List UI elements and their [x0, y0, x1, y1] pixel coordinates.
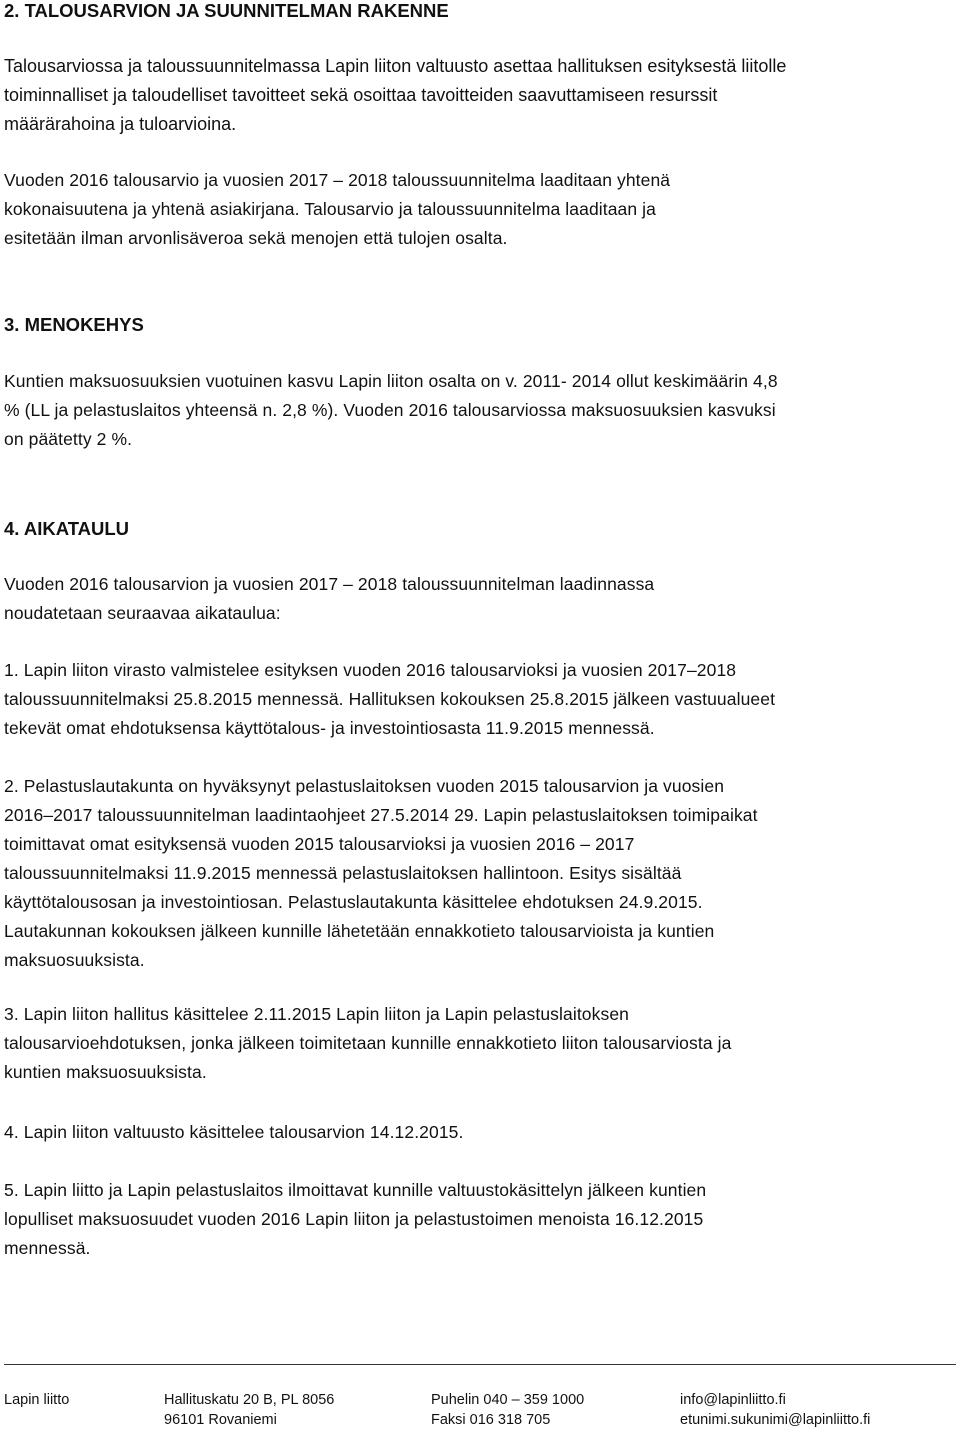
section-2-paragraph-1 — [4, 52, 956, 139]
text-line: käyttötalousosan ja investointiosan. Pelastuslautakunta käsittelee ehdotuksen 24.9.2015. — [4, 892, 703, 912]
text-line: 2. Pelastuslautakunta on hyväksynyt pelastuslaitoksen vuoden 2015 talousarvion ja vuosien — [4, 776, 725, 796]
text-line: maksuosuuksista. — [4, 950, 145, 970]
text-line: noudatetaan seuraavaa aikataulua: — [4, 603, 281, 623]
text-line: Lautakunnan kokouksen jälkeen kunnille lähetetään ennakkotieto talousarvioista ja kuntien — [4, 921, 715, 941]
text-line: kokonaisuutena ja yhtenä asiakirjana. Talousarvio ja taloussuunnitelma laaditaan ja — [4, 199, 657, 219]
text-line: kuntien maksuosuuksista. — [4, 1062, 207, 1082]
footer-address-line-1: Hallituskatu 20 B, PL 8056 — [164, 1392, 335, 1408]
text-line: tekevät omat ehdotuksensa käyttötalous- ja investointiosasta 11.9.2015 mennessä. — [4, 718, 655, 738]
text-line: Vuoden 2016 talousarvion ja vuosien 2017 – 2018 taloussuunnitelman laadinnassa — [4, 574, 655, 594]
text-line: toiminnalliset ja taloudelliset tavoitteet sekä osoittaa tavoitteiden saavuttamiseen resurssit — [4, 85, 718, 105]
schedule-item-4 — [4, 1118, 956, 1147]
schedule-item-2 — [4, 772, 956, 975]
schedule-item-5 — [4, 1176, 956, 1263]
text-line: lopulliset maksuosuudet vuoden 2016 Lapin liiton ja pelastustoimen menoista 16.12.2015 — [4, 1209, 704, 1229]
footer-phone: Puhelin 040 – 359 1000 — [431, 1392, 585, 1408]
text-line: mennessä. — [4, 1238, 91, 1258]
footer-fax: Faksi 016 318 705 — [431, 1412, 551, 1428]
section-2-paragraph-2 — [4, 166, 956, 253]
text-line: % (LL ja pelastuslaitos yhteensä n. 2,8 %). Vuoden 2016 talousarviossa maksuosuuksien kasvuksi — [4, 400, 776, 420]
text-line: taloussuunnitelmaksi 11.9.2015 mennessä pelastuslaitoksen hallintoon. Esitys sisältää — [4, 863, 682, 883]
schedule-item-1 — [4, 656, 956, 743]
section-2-heading: 2. TALOUSARVION JA SUUNNITELMAN RAKENNE — [4, 0, 449, 21]
footer-email-personal[interactable]: etunimi.sukunimi@lapinliitto.fi — [680, 1412, 871, 1428]
text-line: on päätetty 2 %. — [4, 429, 133, 449]
section-4-heading: 4. AIKATAULU — [4, 518, 130, 539]
text-line: määrärahoina ja tuloarvioina. — [4, 114, 237, 134]
text-line: Talousarviossa ja taloussuunnitelmassa Lapin liiton valtuusto asettaa hallituksen esityksestä liitolle — [4, 56, 787, 76]
text-line: toimittavat omat esityksensä vuoden 2015 talousarvioksi ja vuosien 2016 – 2017 — [4, 834, 635, 854]
section-3-heading: 3. MENOKEHYS — [4, 314, 144, 335]
text-line: 1. Lapin liiton virasto valmistelee esityksen vuoden 2016 talousarvioksi ja vuosien 2017–2018 — [4, 660, 737, 680]
text-line: Vuoden 2016 talousarvio ja vuosien 2017 – 2018 taloussuunnitelma laaditaan yhtenä — [4, 170, 671, 190]
footer-divider — [4, 1364, 956, 1365]
section-3-paragraph — [4, 367, 956, 454]
footer-org-name: Lapin liitto — [4, 1392, 70, 1408]
text-line: 2016–2017 taloussuunnitelman laadintaohjeet 27.5.2014 29. Lapin pelastuslaitoksen toimipaikat — [4, 805, 758, 825]
schedule-item-3 — [4, 1000, 956, 1087]
footer-email-general[interactable]: info@lapinliitto.fi — [680, 1392, 786, 1408]
text-line: talousarvioehdotuksen, jonka jälkeen toimitetaan kunnille ennakkotieto liiton talousarviosta ja — [4, 1033, 732, 1053]
text-line: 5. Lapin liitto ja Lapin pelastuslaitos ilmoittavat kunnille valtuustokäsittelyn jälkeen kuntien — [4, 1180, 707, 1200]
footer-address-line-2: 96101 Rovaniemi — [164, 1412, 277, 1428]
text-line: taloussuunnitelmaksi 25.8.2015 mennessä. Hallituksen kokouksen 25.8.2015 jälkeen vastuualueet — [4, 689, 776, 709]
text-line: Kuntien maksuosuuksien vuotuinen kasvu Lapin liiton osalta on v. 2011- 2014 ollut keskimäärin 4,8 — [4, 371, 778, 391]
text-line: esitetään ilman arvonlisäveroa sekä menojen että tulojen osalta. — [4, 228, 508, 248]
text-line: 4. Lapin liiton valtuusto käsittelee talousarvion 14.12.2015. — [4, 1122, 464, 1142]
text-line: 3. Lapin liiton hallitus käsittelee 2.11.2015 Lapin liiton ja Lapin pelastuslaitoksen — [4, 1004, 629, 1024]
section-4-intro — [4, 570, 956, 628]
